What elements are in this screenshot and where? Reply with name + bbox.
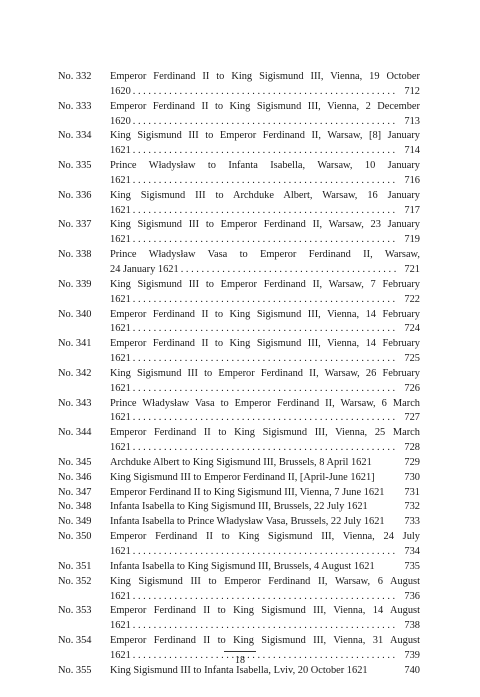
- entry-page: 719: [404, 234, 420, 246]
- toc-entry: [58, 456, 420, 471]
- entry-page: 721: [404, 263, 420, 275]
- entry-number: No. 343: [58, 397, 92, 409]
- entry-title-continued: 1621: [110, 382, 131, 394]
- dot-leader: [133, 322, 396, 337]
- toc-entry: [58, 308, 420, 338]
- dot-leader: [133, 115, 396, 130]
- entry-page: 726: [404, 382, 420, 394]
- toc-entry: [58, 100, 420, 130]
- toc-entry: [58, 471, 420, 486]
- entry-title-continued: 1621: [110, 412, 131, 424]
- entry-title-continued: 1621: [110, 353, 131, 365]
- entry-title: Infanta Isabella to King Sigismund III, Brussels, 22 July 1621: [110, 501, 368, 513]
- toc-entry: [58, 70, 420, 100]
- entry-page: 729: [404, 456, 420, 468]
- entry-title: Prince Władysław Vasa to Emperor Ferdinand II, Warsaw,: [110, 249, 420, 261]
- entry-page: 739: [404, 649, 420, 661]
- entry-number: No. 354: [58, 635, 92, 647]
- entry-number: No. 348: [58, 501, 92, 513]
- dot-leader: [133, 619, 396, 634]
- entry-title: King Sigismund III to Emperor Ferdinand II, [April-June 1621]: [110, 471, 375, 483]
- entry-number: No. 344: [58, 427, 92, 439]
- entry-title-continued: 1621: [110, 323, 131, 335]
- toc-entry: [58, 189, 420, 219]
- entry-title-continued: 1621: [110, 546, 131, 557]
- toc-entry: [58, 604, 420, 634]
- entry-page: 716: [404, 174, 420, 186]
- entry-number: No. 340: [58, 308, 92, 320]
- entry-number: No. 349: [58, 516, 92, 528]
- toc-entry: [58, 397, 420, 427]
- dot-leader: [133, 293, 396, 308]
- entry-title: Emperor Ferdinand II to King Sigismund III, Vienna, 31 August: [110, 635, 420, 647]
- entry-page: 725: [404, 353, 420, 365]
- entry-page: 738: [404, 620, 420, 632]
- entry-number: No. 346: [58, 471, 92, 483]
- entry-page: 732: [404, 501, 420, 513]
- entry-number: No. 351: [58, 560, 92, 572]
- entry-page: 735: [404, 560, 420, 572]
- entry-number: No. 338: [58, 249, 92, 261]
- entry-number: No. 353: [58, 605, 92, 617]
- entry-number: No. 345: [58, 456, 92, 468]
- toc-entry: [58, 337, 420, 367]
- entry-title: Emperor Ferdinand II to King Sigismund III, Vienna, 7 June 1621: [110, 486, 385, 498]
- table-of-contents: [58, 70, 420, 679]
- entry-title: King Sigismund III to Emperor Ferdinand II, Warsaw, 26 February: [110, 367, 420, 379]
- entry-number: No. 337: [58, 219, 92, 231]
- entry-title: Emperor Ferdinand II to King Sigismund III, Vienna, 24 July: [110, 531, 420, 543]
- entry-page: 740: [404, 664, 420, 676]
- toc-entry: [58, 500, 420, 515]
- entry-page: 717: [404, 204, 420, 216]
- entry-number: No. 335: [58, 160, 92, 172]
- entry-title-continued: 1621: [110, 293, 131, 305]
- entry-title-continued: 1621: [110, 174, 131, 186]
- entry-page: 733: [404, 516, 420, 528]
- entry-page: 731: [404, 486, 420, 498]
- entry-title-continued: 1621: [110, 234, 131, 246]
- page-number: 18: [235, 655, 245, 666]
- entry-page: 722: [404, 293, 420, 305]
- toc-entry: [58, 575, 420, 605]
- entry-title-continued: 24 January 1621: [110, 263, 179, 275]
- entry-title: Infanta Isabella to King Sigismund III, Brussels, 4 August 1621: [110, 560, 375, 572]
- entry-title: King Sigismund III to Infanta Isabella, Lviv, 20 October 1621: [110, 664, 368, 676]
- entry-page: 714: [404, 145, 420, 157]
- dot-leader: [133, 441, 396, 456]
- entry-page: 736: [404, 590, 420, 602]
- entry-number: No. 336: [58, 189, 92, 201]
- entry-title: Emperor Ferdinand II to King Sigismund III, Vienna, 14 February: [110, 308, 420, 320]
- dot-leader: [133, 545, 396, 560]
- dot-leader: [133, 204, 396, 219]
- toc-entry: [58, 486, 420, 501]
- entry-page: 724: [404, 323, 420, 335]
- entry-title: King Sigismund III to Emperor Ferdinand II, Warsaw, 23 January: [110, 219, 420, 231]
- entry-title: Emperor Ferdinand II to King Sigismund III, Vienna, 14 February: [110, 338, 420, 350]
- dot-leader: [133, 85, 396, 100]
- entry-title-continued: 1621: [110, 442, 131, 454]
- entry-page: 712: [404, 85, 420, 97]
- entry-page: 734: [404, 546, 420, 557]
- toc-entry: [58, 129, 420, 159]
- entry-number: No. 347: [58, 486, 92, 498]
- entry-number: No. 350: [58, 531, 92, 543]
- dot-leader: [133, 233, 396, 248]
- entry-number: No. 339: [58, 278, 92, 290]
- entry-title: Emperor Ferdinand II to King Sigismund III, Vienna, 19 October: [110, 71, 420, 82]
- entry-title: King Sigismund III to Emperor Ferdinand II, Warsaw, [8] January: [110, 130, 420, 142]
- entry-title: Infanta Isabella to Prince Władysław Vasa, Brussels, 22 July 1621: [110, 516, 385, 528]
- entry-title-continued: 1620: [110, 115, 131, 127]
- entry-number: No. 355: [58, 664, 92, 676]
- entry-title: Archduke Albert to King Sigismund III, Brussels, 8 April 1621: [110, 456, 372, 468]
- entry-number: No. 341: [58, 338, 92, 350]
- footer-rule: [224, 651, 256, 652]
- entry-number: No. 334: [58, 130, 92, 142]
- entry-title-continued: 1620: [110, 85, 131, 97]
- entry-page: 730: [404, 471, 420, 483]
- dot-leader: [133, 352, 396, 367]
- toc-entry: [58, 278, 420, 308]
- dot-leader: [133, 174, 396, 189]
- entry-number: No. 352: [58, 575, 92, 587]
- entry-number: No. 332: [58, 71, 92, 82]
- dot-leader: [133, 590, 396, 605]
- dot-leader: [181, 263, 396, 278]
- toc-entry: [58, 159, 420, 189]
- entry-title-continued: 1621: [110, 620, 131, 632]
- toc-entry: [58, 560, 420, 575]
- entry-title-continued: 1621: [110, 204, 131, 216]
- entry-page: 713: [404, 115, 420, 127]
- entry-page: 727: [404, 412, 420, 424]
- entry-title-continued: 1621: [110, 590, 131, 602]
- entry-number: No. 342: [58, 367, 92, 379]
- entry-title: Emperor Ferdinand II to King Sigismund III, Vienna, 2 December: [110, 100, 420, 112]
- entry-title: King Sigismund III to Emperor Ferdinand II, Warsaw, 6 August: [110, 575, 420, 587]
- entry-title: Prince Władysław to Infanta Isabella, Warsaw, 10 January: [110, 160, 420, 172]
- toc-entry: [58, 515, 420, 530]
- toc-entry: [58, 530, 420, 560]
- entry-title: King Sigismund III to Emperor Ferdinand II, Warsaw, 7 February: [110, 278, 420, 290]
- toc-entry: [58, 426, 420, 456]
- toc-entry: [58, 367, 420, 397]
- entry-title-continued: 1621: [110, 145, 131, 157]
- toc-entry: [58, 248, 420, 278]
- entry-title-continued: 1621: [110, 649, 131, 661]
- toc-entry: [58, 218, 420, 248]
- dot-leader: [133, 382, 396, 397]
- entry-title: Emperor Ferdinand II to King Sigismund III, Vienna, 14 August: [110, 605, 420, 617]
- entry-title: Prince Władysław Vasa to Emperor Ferdinand II, Warsaw, 6 March: [110, 397, 420, 409]
- entry-title: King Sigismund III to Archduke Albert, Warsaw, 16 January: [110, 189, 420, 201]
- entry-page: 728: [404, 442, 420, 454]
- dot-leader: [133, 411, 396, 426]
- dot-leader: [133, 144, 396, 159]
- entry-number: No. 333: [58, 100, 92, 112]
- entry-title: Emperor Ferdinand II to King Sigismund III, Vienna, 25 March: [110, 427, 420, 439]
